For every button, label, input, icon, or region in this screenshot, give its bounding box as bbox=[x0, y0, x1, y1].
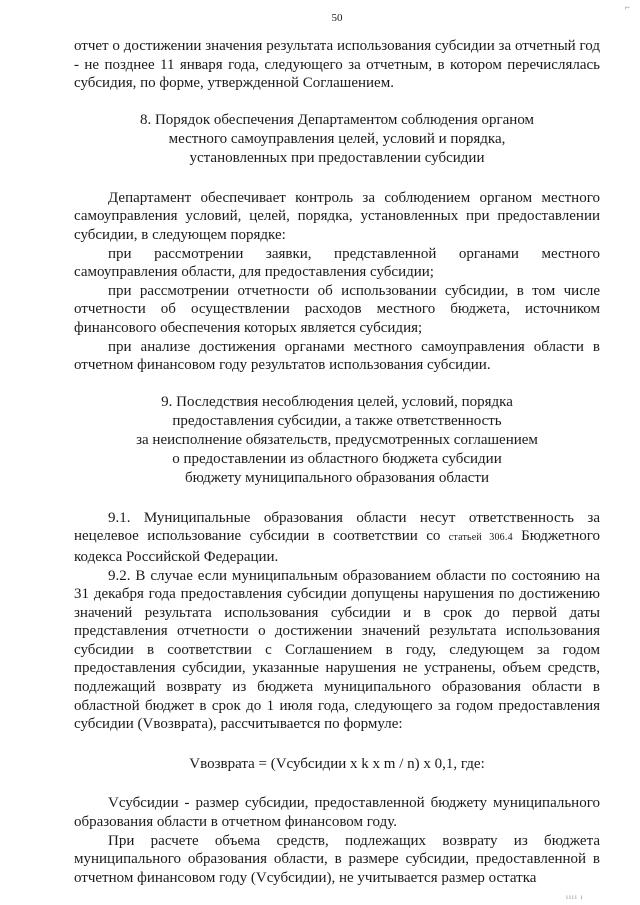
scan-corner-mark: ⌐ bbox=[624, 2, 630, 12]
clause-9-1-text-end: Бюджетного кодекса Российской Федерации. bbox=[74, 528, 601, 565]
section-9-heading-line: за неисполнение обязательств, предусмотренных соглашением bbox=[136, 431, 538, 448]
section-9-heading-line: предоставления субсидии, а также ответственность bbox=[172, 412, 502, 429]
return-formula: Vвозврата = (Vсубсидии x k x m / n) x 0,1, где: bbox=[189, 755, 485, 772]
intro-paragraph: отчет о достижении значения результата использования субсидии за отчетный год - не позднее 11 января года, следующего за отчетным, в котором перечислялась субсидия, по форме, утвержденной Соглашением. bbox=[74, 38, 600, 92]
clause-9-1-text: 9.1. Муниципальные образования области несут ответственность за нецелевое использование субсидии в соответствии со bbox=[74, 509, 600, 545]
section-8-heading-line: установленных при предоставлении субсидии bbox=[189, 149, 485, 166]
section-9-heading-line: 9. Последствия несоблюдения целей, условий, порядка bbox=[161, 393, 513, 410]
section-8-paragraph: при рассмотрении заявки, представленной органами местного самоуправления области, для предоставления субсидии; bbox=[74, 245, 600, 281]
clause-9-2: 9.2. В случае если муниципальным образованием области по состоянию на 31 декабря года предоставления субсидии допущены нарушения по достижению значений результата использования субсидии и в срок до первой даты представления отчетности о достижении значений результата использования субсидии в соответствии с Соглашением в году, следующем за годом предоставления субсидии, указанные нарушения не устранены, объем средств, подлежащий возврату из бюджета муниципального образования области в областной бюджет в срок до 1 июля года, следующего за годом предоставления субсидии (Vвозврата), рассчитывается по формуле: bbox=[74, 567, 600, 733]
page-content bbox=[74, 37, 600, 887]
section-8-paragraph: при рассмотрении отчетности об использовании субсидии, в том числе отчетности об осуществлении расходов местного бюджета, источником финансового обеспечения которых является субсидия; bbox=[74, 282, 600, 336]
formula-definition: Vсубсидии - размер субсидии, предоставленной бюджету муниципального образования области в отчетном финансовом году. bbox=[74, 795, 600, 831]
section-8-paragraph: при анализе достижения органами местного самоуправления области в отчетном финансовом году результатов использования субсидии. bbox=[74, 338, 600, 374]
statute-reference: статьей 306.4 bbox=[448, 532, 513, 544]
section-8-heading bbox=[74, 111, 600, 168]
section-8-heading-line: местного самоуправления целей, условий и порядка, bbox=[168, 130, 506, 147]
section-8-heading-line: 8. Порядок обеспечения Департаментом соблюдения органом bbox=[139, 111, 535, 128]
section-9-heading-line: о предоставлении из областного бюджета субсидии bbox=[172, 450, 502, 467]
page-number: 50 bbox=[331, 12, 343, 24]
section-9-heading bbox=[74, 393, 600, 488]
last-paragraph: При расчете объема средств, подлежащих возврату из бюджета муниципального образования области, в размере субсидии, предоставленной в отчетном финансовом году (Vсубсидии), не учитывается размер остатка bbox=[74, 832, 600, 886]
section-9-heading-line: бюджету муниципального образования области bbox=[185, 469, 489, 486]
scan-footer-mark: ıııı ı bbox=[566, 893, 584, 901]
clause-9-1 bbox=[74, 509, 600, 567]
section-8-paragraph: Департамент обеспечивает контроль за соблюдением органом местного самоуправления условий, целей, порядка, установленных при предоставлении субсидии, в следующем порядке: bbox=[74, 189, 600, 243]
